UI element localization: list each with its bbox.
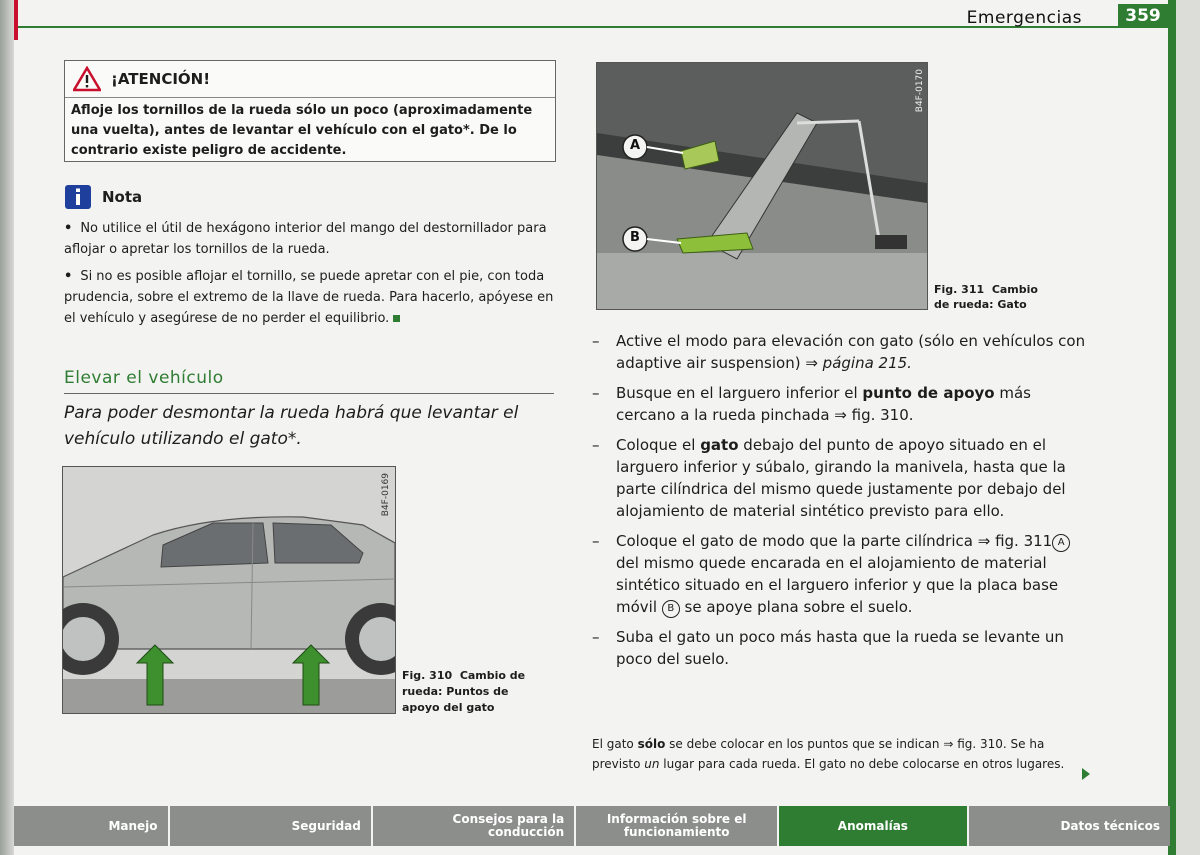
page-left-edge [0, 0, 14, 855]
label-a-text: A [630, 138, 641, 153]
warning-box [64, 60, 556, 162]
figure-311-caption-text: Cambio de rueda: Gato [934, 283, 1038, 311]
next-page-arrow-icon[interactable] [1082, 768, 1090, 780]
figure-311-jack-illustration [596, 62, 928, 310]
figure-310-caption [402, 668, 542, 716]
figure-310-car-illustration [62, 466, 396, 714]
nav-tab-consejos[interactable]: Consejos para la conducción [373, 806, 576, 846]
step-item: – Active el modo para elevación con gato (sólo en vehículos con adaptive air suspension) ⇒ página 215. [592, 332, 1086, 372]
step-item: – Coloque el gato debajo del punto de apoyo situado en el larguero inferior y súbalo, girando la manivela, hasta que la parte cilíndrica del mismo quede justamente por debajo del alojamiento de material sintético previsto para ello. [592, 436, 1066, 520]
step-bold-text: punto de apoyo [862, 384, 995, 402]
warning-triangle-icon [73, 66, 101, 92]
step-text: del mismo quede encarada en el alojamiento de material sintético situado en el larguero inferior y que la placa base móvil [616, 554, 1059, 616]
nav-tab-anomalias[interactable]: Anomalías [779, 806, 969, 846]
steps-list [592, 330, 1092, 678]
step-text: Active el modo para elevación con gato (sólo en vehículos con adaptive air suspension) ⇒ [616, 332, 1086, 372]
step-text: Coloque el [616, 436, 701, 454]
header-section-title: Emergencias [966, 8, 1082, 28]
page-link[interactable]: página 215. [822, 354, 912, 372]
note-title: Nota [102, 188, 143, 206]
step-text: más cercano a la rueda pinchada ⇒ fig. 310. [616, 384, 1031, 424]
figure-310-code: B4F-0169 [381, 473, 391, 517]
label-b-text: B [630, 230, 640, 245]
note-header [64, 184, 142, 210]
step-bold-text: gato [700, 436, 739, 454]
nav-tab-seguridad[interactable]: Seguridad [170, 806, 373, 846]
car-jack-icon [597, 63, 927, 309]
warning-title: ¡ATENCIÓN! [111, 70, 211, 88]
warning-text: Afloje los tornillos de la rueda sólo un poco (aproximadamente una vuelta), antes de levantar el vehículo con el gato*. De lo contrario existe peligro de accidente. [71, 103, 533, 158]
label-a-marker: A [1052, 534, 1070, 552]
step-text: debajo del punto de apoyo situado en el larguero inferior y súbalo, girando la manivela, hasta que la parte cilíndrica del mismo quede justamente por debajo del alojamiento de material sintético previsto para ello. [616, 436, 1066, 520]
page-number: 359 [1118, 4, 1168, 28]
step-item: – Busque en el larguero inferior el punto de apoyo más cercano a la rueda pinchada ⇒ fig. 310. [592, 384, 1031, 424]
note-item-text: No utilice el útil de hexágono interior del mango del destornillador para aflojar o apretar los tornillos de la rueda. [64, 221, 547, 257]
nav-tab-informacion[interactable]: Información sobre el funcionamiento [576, 806, 779, 846]
section-intro: Para poder desmontar la rueda habrá que levantar el vehículo utilizando el gato*. [64, 403, 519, 449]
info-icon [64, 184, 92, 210]
section-title: Elevar el vehículo [64, 368, 554, 394]
figure-311-number: Fig. 311 [934, 283, 985, 296]
figure-310-number: Fig. 310 [402, 669, 453, 682]
figure-311-code: B4F-0170 [915, 69, 925, 113]
nav-tab-datos-tecnicos[interactable]: Datos técnicos [1060, 818, 1160, 833]
note-list [64, 218, 554, 335]
step-text: Coloque el gato de modo que la parte cilíndrica ⇒ fig. 311 [616, 532, 1053, 550]
page-right-edge [1168, 0, 1200, 855]
step-text: Suba el gato un poco más hasta que la rueda se levante un poco del suelo. [616, 628, 1064, 668]
label-b-marker: B [662, 600, 680, 618]
car-side-view-icon [63, 467, 395, 713]
footnote: El gato sólo se debe colocar en los puntos que se indican ⇒ fig. 310. Se ha previsto un lugar para cada rueda. El gato no debe colocarse en otros lugares. [592, 737, 1065, 771]
end-mark-icon [393, 315, 400, 322]
note-item: • Si no es posible aflojar el tornillo, se puede apretar con el pie, con toda prudencia, sobre el extremo de la llave de rueda. Para hacerlo, apóyese en el vehículo y asegúrese de no perder el equilibrio. [64, 269, 554, 326]
warning-header [65, 61, 555, 98]
step-text: Busque en el larguero inferior el [616, 384, 863, 402]
step-item: – Suba el gato un poco más hasta que la rueda se levante un poco del suelo. [592, 628, 1064, 668]
nav-tab-manejo[interactable]: Manejo [14, 806, 170, 846]
header-red-mark [14, 0, 18, 40]
note-item-text: Si no es posible aflojar el tornillo, se puede apretar con el pie, con toda prudencia, sobre el extremo de la llave de rueda. Para hacerlo, apóyese en el vehículo y asegúrese de no perder el equilibrio. [64, 269, 554, 326]
figure-311-caption [934, 282, 1044, 312]
figure-310-caption-text: Cambio de rueda: Puntos de apoyo del gato [402, 669, 526, 714]
bottom-nav [14, 806, 1170, 846]
step-item: – Coloque el gato de modo que la parte cilíndrica ⇒ fig. 311 A del mismo quede encarada en el alojamiento de material sintético situado en el larguero inferior y que la placa base móvil B se apoye plana sobre el suelo. [592, 530, 1092, 618]
note-item: • No utilice el útil de hexágono interior del mango del destornillador para aflojar o apretar los tornillos de la rueda. [64, 221, 547, 257]
step-text: se apoye plana sobre el suelo. [679, 598, 913, 616]
